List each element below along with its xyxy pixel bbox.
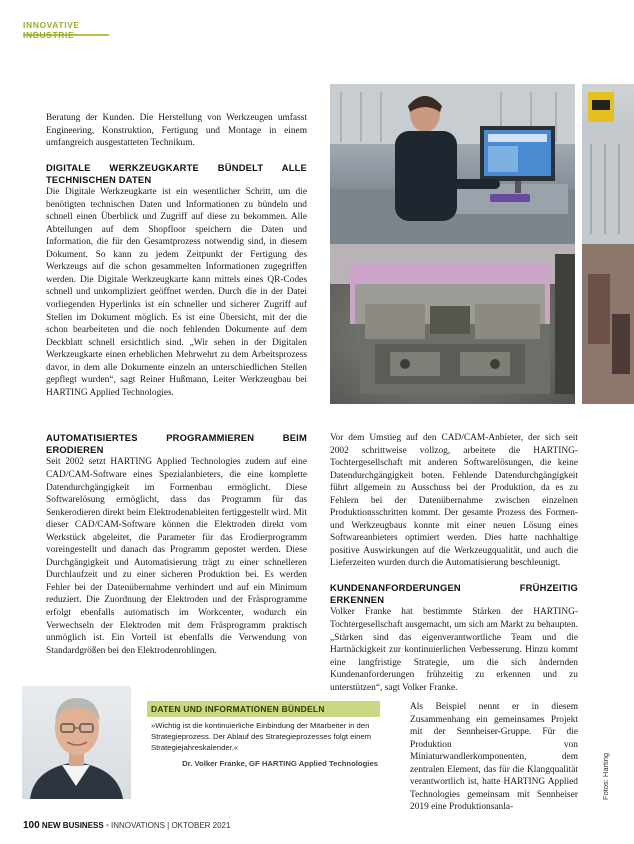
paragraph-werkzeugkarte: Die Digitale Werkzeugkarte ist ein wesentlicher Schritt, um die benötigten technischen Daten und Informationen zu bündeln und schnell einen Überblick und Zugriff auf diese zu bekommen. Alle Abteilungen auf dem Shopfloor speichern die Daten und Information, die für den Gesamtprozess notwendig sind, in diesem Dokument. So kann zu jedem Zeitpunkt der Fertigung des Werkzeugs auf die schon gesammelten Informationen zugegriffen werden. Die Digitale Werkzeugkarte kann mittels eines QR-Codes schnell und unkompliziert geöffnet werden. Durch die in der Datei vorliegenden Hyperlinks ist ein schneller und sicherer Zugriff auf Stellen im Dokument möglich. Es ist eine Übersicht, mit der die schon bearbeiteten und die noch fehlenden Dokumente auf dem Deckblatt schnell ersichtlich sind. „Wir sehen in der Digitalen Werkzeugkarte einen erheblichen Mehrwehrt zu dem Arbeitsprozess davor, in dem alle Dokumente einzeln an unterschiedlichen Stellen gepflegt wurden“, sagt Reiner Hußmann, Leiter Werkzeugbau bei HARTING Applied Technologies. <box>46 187 307 398</box>
portrait-photo <box>22 686 131 799</box>
mould-photo-illustration <box>330 244 575 404</box>
paragraph-sennheiser: Als Beispiel nennt er in diesem Zusammenhang ein gemeinsames Projekt mit der Sennheiser-Gruppe. Für die Produktion von Miniaturwandlerkomponenten, dem zentralen Element, das für die Klangqualität verantwortlich ist, hatte HARTING Applied Technologies gemeinsam mit Sennheiser 2019 eine Produktionsanla- <box>410 702 578 813</box>
page-footer <box>23 820 230 831</box>
paragraph-cadcam-umstieg: Vor dem Umstieg auf den CAD/CAM-Anbieter, der sich seit 2002 schrittweise vollzog, arbeitete die HARTING-Tochtergesellschaft mit anderen Softwarelösungen, die keine Datendurchgängigkeit boten. Fehlende Datendurchgängigkeit führt allgemein zu Ausschuss bei der Produktion, da es zu Fehlern bei der Datenübernahme zwischen einzelnen Produktionsschritten kommt. Der gesamte Prozess des Formen- und Werkzeugbaus konnte mit einer neuen Lösung eines Softwareanbieters optimiert werden. Dies hatte nachhaltige positive Auswirkungen auf die Werkzeugqualität, und auch die Lieferzeiten wurden durch die Automatisierung beschleunigt. <box>330 433 578 569</box>
column-2-bottom <box>410 701 578 814</box>
heading-kundenanforderungen: KUNDENANFORDERUNGEN FRÜHZEITIG ERKENNEN <box>330 582 578 606</box>
column-2-top <box>330 432 578 694</box>
pull-quote-heading: DATEN UND INFORMATIONEN BÜNDELN <box>147 701 380 717</box>
issue-info: INNOVATIONS | OKTOBER 2021 <box>111 821 231 830</box>
section-tag <box>23 16 109 40</box>
pull-quote <box>147 701 380 768</box>
heading-digitale-werkzeugkarte: DIGITALE WERKZEUGKARTE BÜNDELT ALLE TECHNISCHEN DATEN <box>46 161 307 185</box>
workshop-photo <box>330 84 575 244</box>
workshop-photo-illustration <box>330 84 575 244</box>
paragraph-staerken: Volker Franke hat bestimmte Stärken der HARTING-Tochtergesellschaft ausgemacht, um sich am Markt zu behaupten. „Stärken sind das eigenverantwortliche Team und die Hartnäckigkeit zur kontinuierlichen Verbesserung. Hinzu kommt eine langfristige Strategie, um die sich ändernden Kundenanforderungen frühzeitig zu erkennen und zu unterstützen“, sagt Volker Franke. <box>330 607 578 693</box>
column-1-bottom <box>46 432 307 657</box>
pull-quote-author: Dr. Volker Franke, GF HARTING Applied Technologies <box>182 758 378 768</box>
side-strip-photo <box>582 84 634 404</box>
portrait-illustration <box>22 686 131 799</box>
heading-automatisiertes-programmieren: AUTOMATISIERTES PROGRAMMIEREN BEIM ERODIEREN <box>46 432 307 456</box>
photo-credit: Fotos: Harting <box>601 752 610 800</box>
page-number: 100 <box>23 820 40 831</box>
paragraph-erodieren: Seit 2002 setzt HARTING Applied Technologies zudem auf eine CAD/CAM-Software eines Spezialanbieters, die eine komplette Datendurchgängigkeit im Formenbau ermöglicht. Diese Softwarelösung ermöglicht, dass das Programm für das Senkerodieren direkt beim Elektrodenableiten fertiggestellt wird. Mit dieser CAD/CAM-Software können die Elektroden direkt vom Werkstück abgeleitet, die Parameter für das Erodierprogramm voreingestellt und danach das Programm gepostet werden. Diese Durchgängigkeit und Automatisierung trägt zu einer schnelleren Durchlaufzeit und zu einer sicheren Produktion bei. Es werden Fehler bei der Datenübernahme verhindert und auf ein Minimum reduziert. Die Zuordnung der Elektroden und der Fräsprogramme erfolgt ebenfalls automatisch im Workcenter, wodurch ein Verwechseln der Elektroden mit dem Fräsprogramm praktisch unmöglich ist. Ein Vorteil ist ebenfalls die Verwendung von Standardgrößen bei den Elektrodenrohlingen. <box>46 457 307 656</box>
footer-separator: • <box>105 821 109 830</box>
mould-photo <box>330 244 575 404</box>
side-strip-illustration <box>582 84 634 404</box>
column-1-top <box>46 112 307 399</box>
section-tag-label: INNOVATIVE INDUSTRIE <box>23 20 80 40</box>
pull-quote-text: »Wichtig ist die kontinuierliche Einbindung der Mitarbeiter in den Strategieprozess. Der Ablauf des Strategieprozesses folgt einem Strategiejahreskalender.« <box>151 721 372 753</box>
intro-paragraph: Beratung der Kunden. Die Herstellung von Werkzeugen umfasst Engineering, Konstruktion, Fertigung und Montage in einem umfangreich ausgestatteten Technikum. <box>46 113 307 149</box>
publication-name: NEW BUSINESS <box>41 821 104 830</box>
